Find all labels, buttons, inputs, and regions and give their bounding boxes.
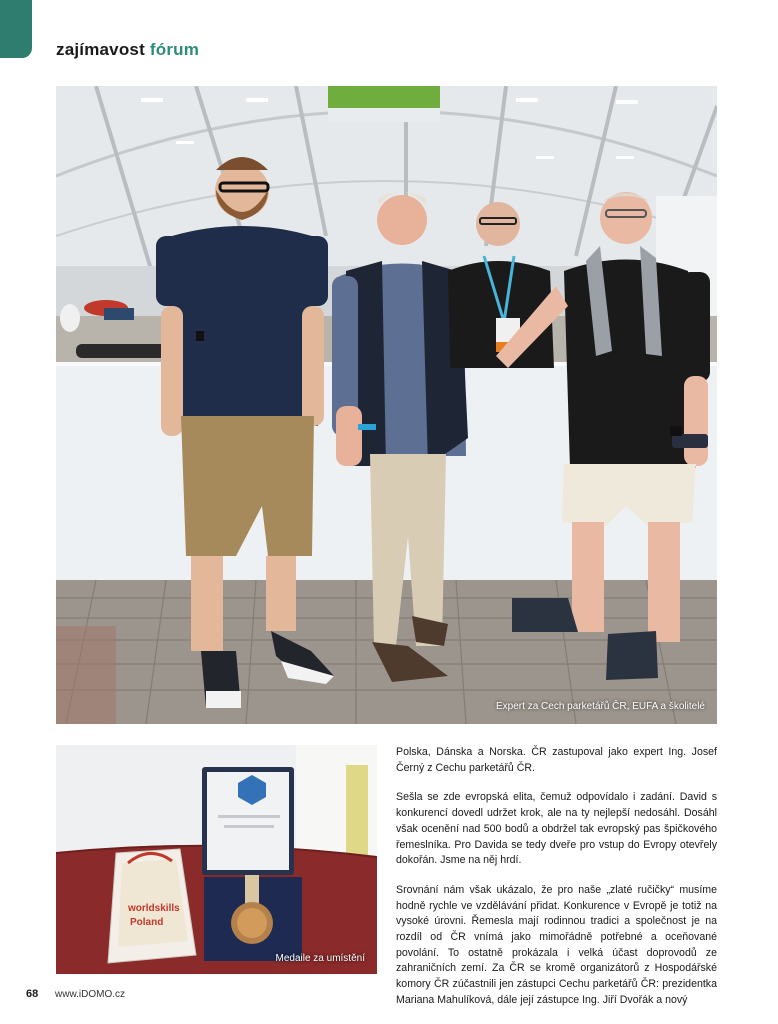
bag-text-poland: Poland (130, 917, 164, 928)
article-paragraph-3: Srovnání nám však ukázalo, že pro naše „zlaté ručičky“ musíme hodně rychle ve vzdělávání přidat. Konkurence v Evropě je totiž na vysoké úrovni. Řemesla mají rodinnou tradici a společnost je na rozdíl od ČR vnímá jako mimořádně potřebné a oceňované povolání. To ostatně prokázala i velká účast doprovodů ze zahraničních zemí. Za ČR se kromě organizátorů z Hospodářské komory ČR zúčastnili jen zástupci Cechu parketářů ČR: prezidentka Mariana Mahulíková, dále její zástupce Ing. Jiří Dvořák a nový (396, 883, 717, 1006)
article-paragraph-2: Sešla se zde evropská elita, čemuž odpovídalo i zadání. David s konkurencí dovedl udržet krok, ale na ty nejlepší nedosáhl. Dosáhl však ocenění nad 500 bodů a obdržel tak evropský pas špičkového řemeslníka. Pro Davida se tedy dveře pro vstup do Evropy otevřely dokořán. Jsme na něj hrdí. (396, 791, 717, 867)
bag-text-worldskills: worldskills (128, 903, 180, 914)
section-color-tab (0, 0, 32, 58)
section-word-2: fórum (149, 40, 200, 59)
photo-caption: Expert za Cech parketářů ČR, EUFA a školitelé (496, 701, 705, 712)
group-photo (56, 86, 717, 724)
section-word-1: zajímavost (56, 40, 145, 59)
footer-url: www.iDOMO.cz (55, 989, 125, 1000)
medal-caption: Medaile za umístění (275, 953, 365, 964)
page-number: 68 (26, 988, 39, 1000)
article-body (396, 745, 717, 1023)
medal-photo (56, 745, 377, 974)
article-paragraph-1: Polska, Dánska a Norska. ČR zastupoval jako expert Ing. Josef Černý z Cechu parketářů ČR. (396, 746, 717, 774)
section-header (56, 40, 199, 60)
